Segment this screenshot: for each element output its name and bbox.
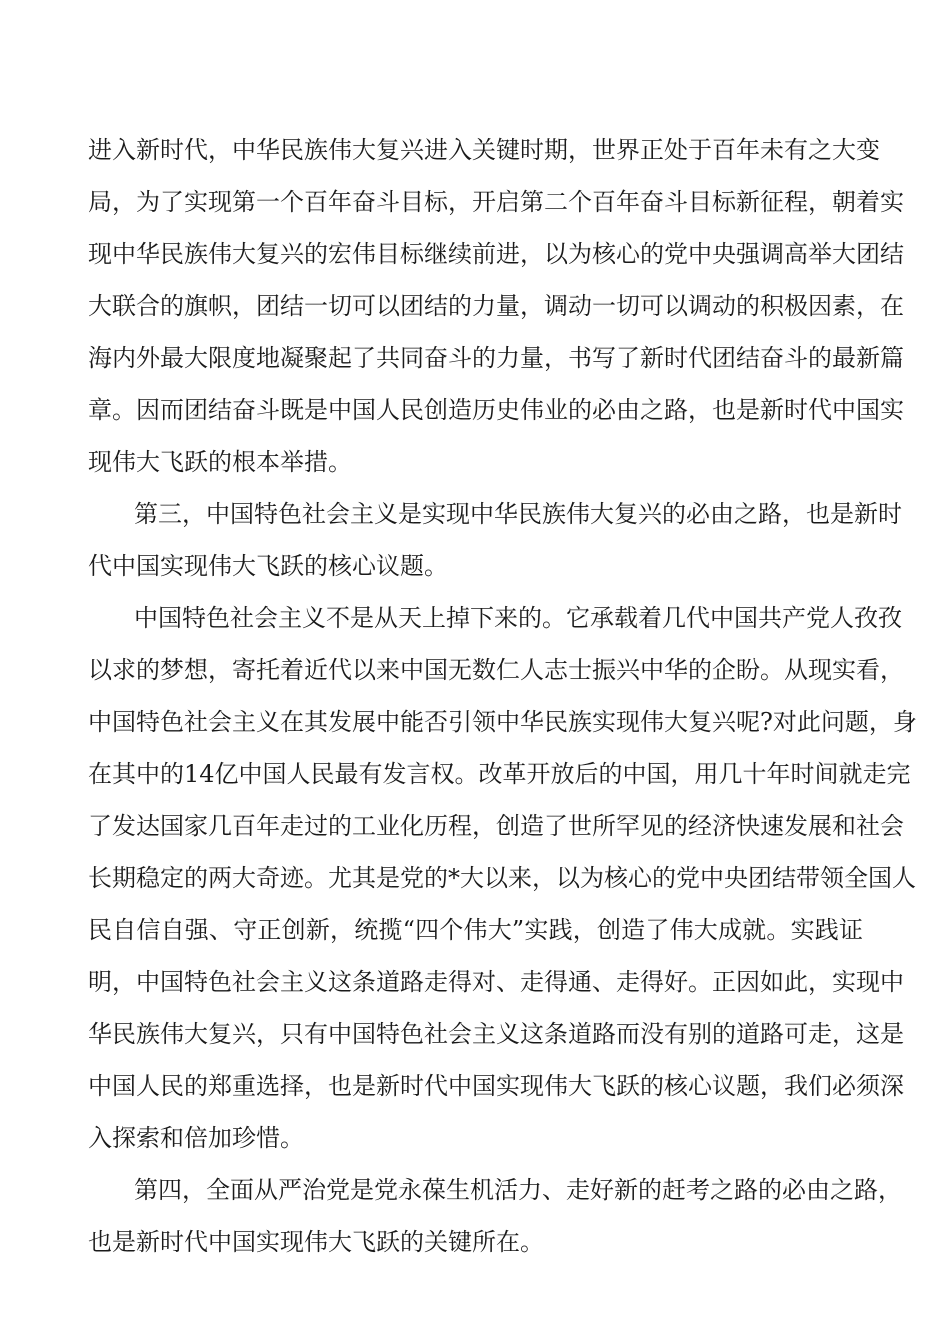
paragraph-heading-line: 第四，全面从严治党是党永葆生机活力、走好新的赶考之路的必由之路，: [134, 1176, 902, 1204]
text-line: 民自信自强、守正创新，统揽“四个伟大”实践，创造了伟大成就。实践证: [88, 916, 863, 944]
text-line: 现中华民族伟大复兴的宏伟目标继续前进，以为核心的党中央强调高举大团结: [88, 240, 904, 268]
text-line: 局，为了实现第一个百年奋斗目标，开启第二个百年奋斗目标新征程，朝着实: [88, 188, 904, 216]
text-line: 明，中国特色社会主义这条道路走得对、走得通、走得好。正因如此，实现中: [88, 968, 904, 996]
text-line: 章。因而团结奋斗既是中国人民创造历史伟业的必由之路，也是新时代中国实: [88, 396, 904, 424]
text-line: 中国特色社会主义在其发展中能否引领中华民族实现伟大复兴呢?对此问题，身: [88, 708, 917, 736]
text-line: 了发达国家几百年走过的工业化历程，创造了世所罕见的经济快速发展和社会: [88, 812, 904, 840]
text-line: 进入新时代，中华民族伟大复兴进入关键时期，世界正处于百年未有之大变: [88, 136, 880, 164]
text-line: 中国特色社会主义不是从天上掉下来的。它承载着几代中国共产党人孜孜: [134, 604, 902, 632]
text-line: 长期稳定的两大奇迹。尤其是党的*大以来，以为核心的党中央团结带领全国人: [88, 864, 916, 892]
text-line: 在其中的14亿中国人民最有发言权。改革开放后的中国，用几十年时间就走完: [88, 760, 911, 788]
text-line: 入探索和倍加珍惜。: [88, 1124, 304, 1152]
paragraph-heading-line: 代中国实现伟大飞跃的核心议题。: [88, 552, 448, 580]
paragraph-heading-line: 第三，中国特色社会主义是实现中华民族伟大复兴的必由之路，也是新时: [134, 500, 902, 528]
text-line: 现伟大飞跃的根本举措。: [88, 448, 352, 476]
text-line: 大联合的旗帜，团结一切可以团结的力量，调动一切可以调动的积极因素，在: [88, 292, 904, 320]
text-line: 中国人民的郑重选择，也是新时代中国实现伟大飞跃的核心议题，我们必须深: [88, 1072, 904, 1100]
paragraph-heading-line: 也是新时代中国实现伟大飞跃的关键所在。: [88, 1228, 544, 1256]
text-line: 以求的梦想，寄托着近代以来中国无数仁人志士振兴中华的企盼。从现实看，: [88, 656, 904, 684]
text-line: 华民族伟大复兴，只有中国特色社会主义这条道路而没有别的道路可走，这是: [88, 1020, 904, 1048]
text-line: 海内外最大限度地凝聚起了共同奋斗的力量，书写了新时代团结奋斗的最新篇: [88, 344, 904, 372]
